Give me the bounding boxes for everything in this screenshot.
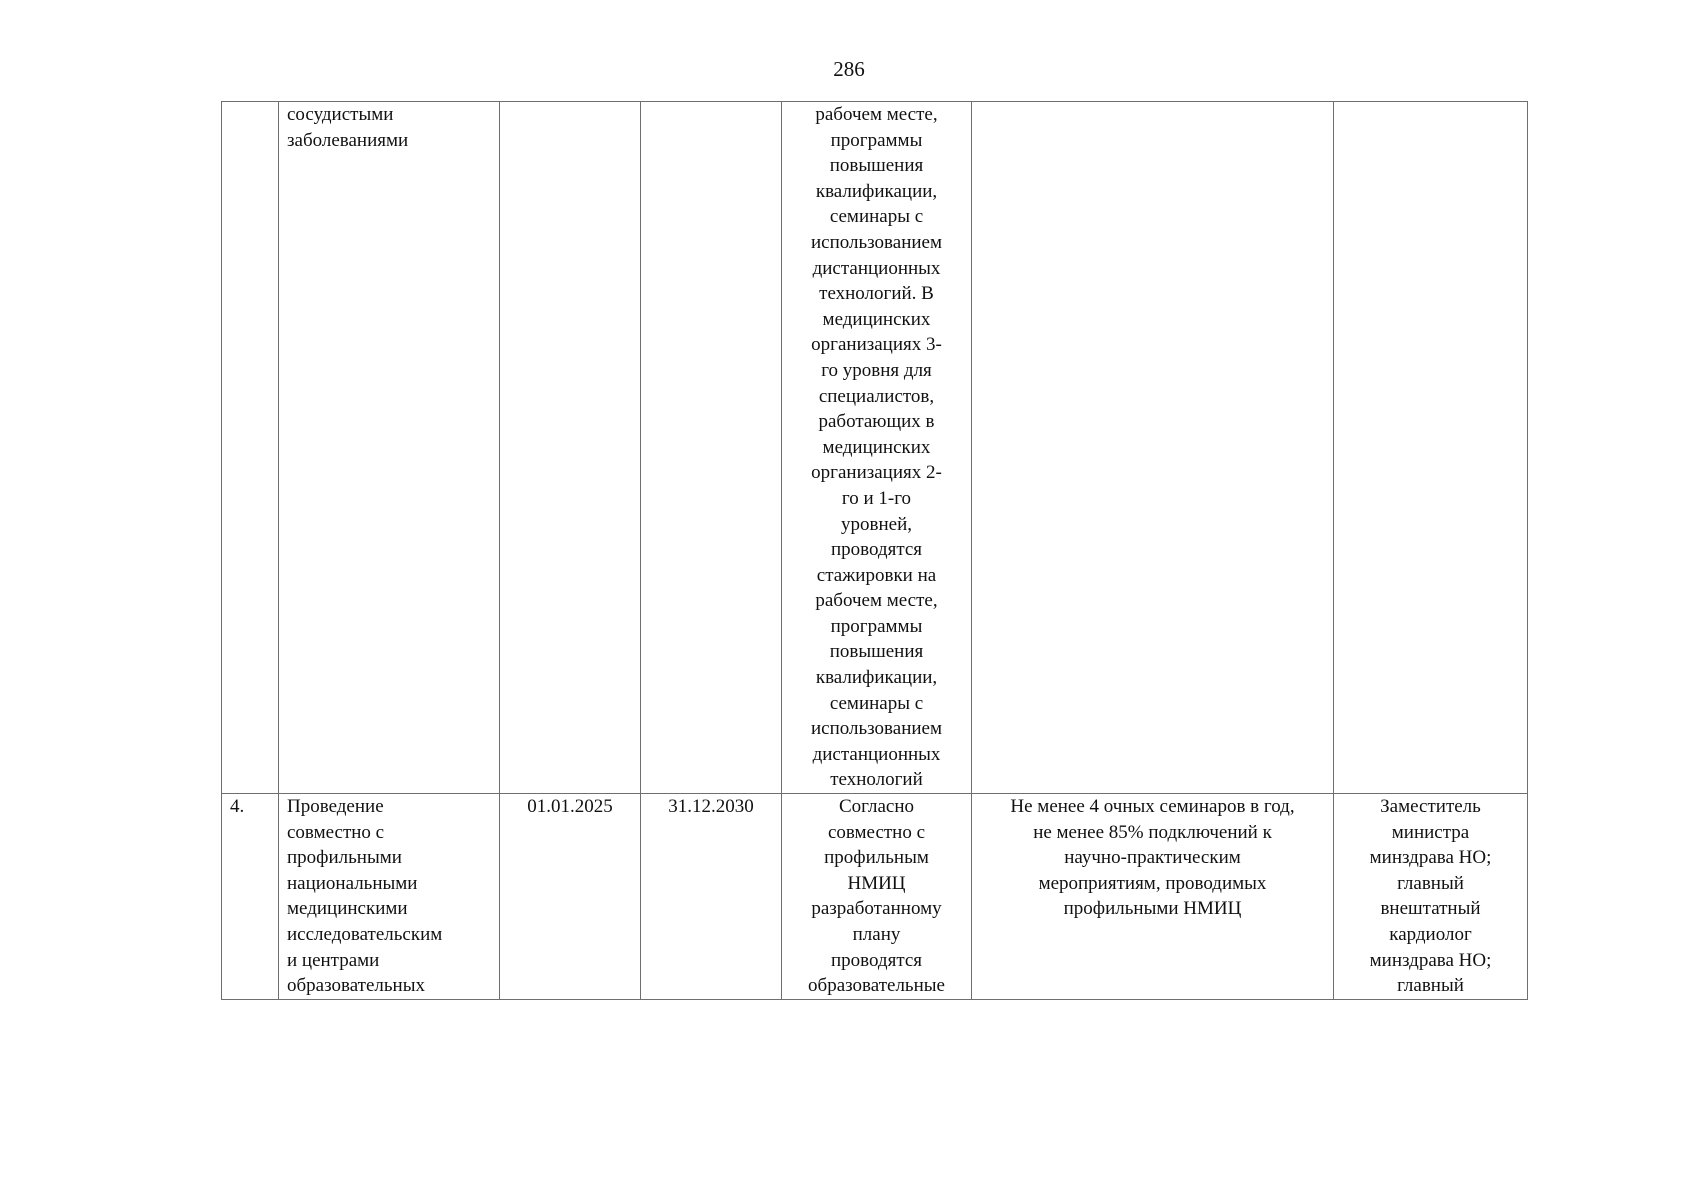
start-date-cell <box>500 102 641 794</box>
indicator-cell: Не менее 4 очных семинаров в год, не менее 85% подключений к научно-практическим мероприятиям, проводимых профильными НМИЦ <box>972 794 1334 1000</box>
expected-result-cell: Согласно совместно с профильным НМИЦ разработанному плану проводятся образовательные <box>782 794 972 1000</box>
start-date-cell: 01.01.2025 <box>500 794 641 1000</box>
end-date-cell: 31.12.2030 <box>641 794 782 1000</box>
activity-name-cell: сосудистыми заболеваниями <box>279 102 500 794</box>
indicator-cell <box>972 102 1334 794</box>
end-date-cell <box>641 102 782 794</box>
activity-name-cell: Проведение совместно с профильными национальными медицинскими исследовательским и центрами образовательных <box>279 794 500 1000</box>
table-row <box>222 794 1528 1000</box>
activities-table <box>221 101 1528 1000</box>
page-number: 286 <box>833 57 865 81</box>
row-number-cell: 4. <box>222 794 279 1000</box>
table-row <box>222 102 1528 794</box>
expected-result-cell: рабочем месте, программы повышения квалификации, семинары с использованием дистанционных технологий. В медицинских организациях 3- го уровня для специалистов, работающих в медицинских организациях 2- го и 1-го уровней, проводятся стажировки на рабочем месте, программы повышения квалификации, семинары с использованием дистанционных технологий <box>782 102 972 794</box>
responsible-cell <box>1334 102 1528 794</box>
row-number-cell <box>222 102 279 794</box>
responsible-cell: Заместитель министра минздрава НО; главный внештатный кардиолог минздрава НО; главный <box>1334 794 1528 1000</box>
